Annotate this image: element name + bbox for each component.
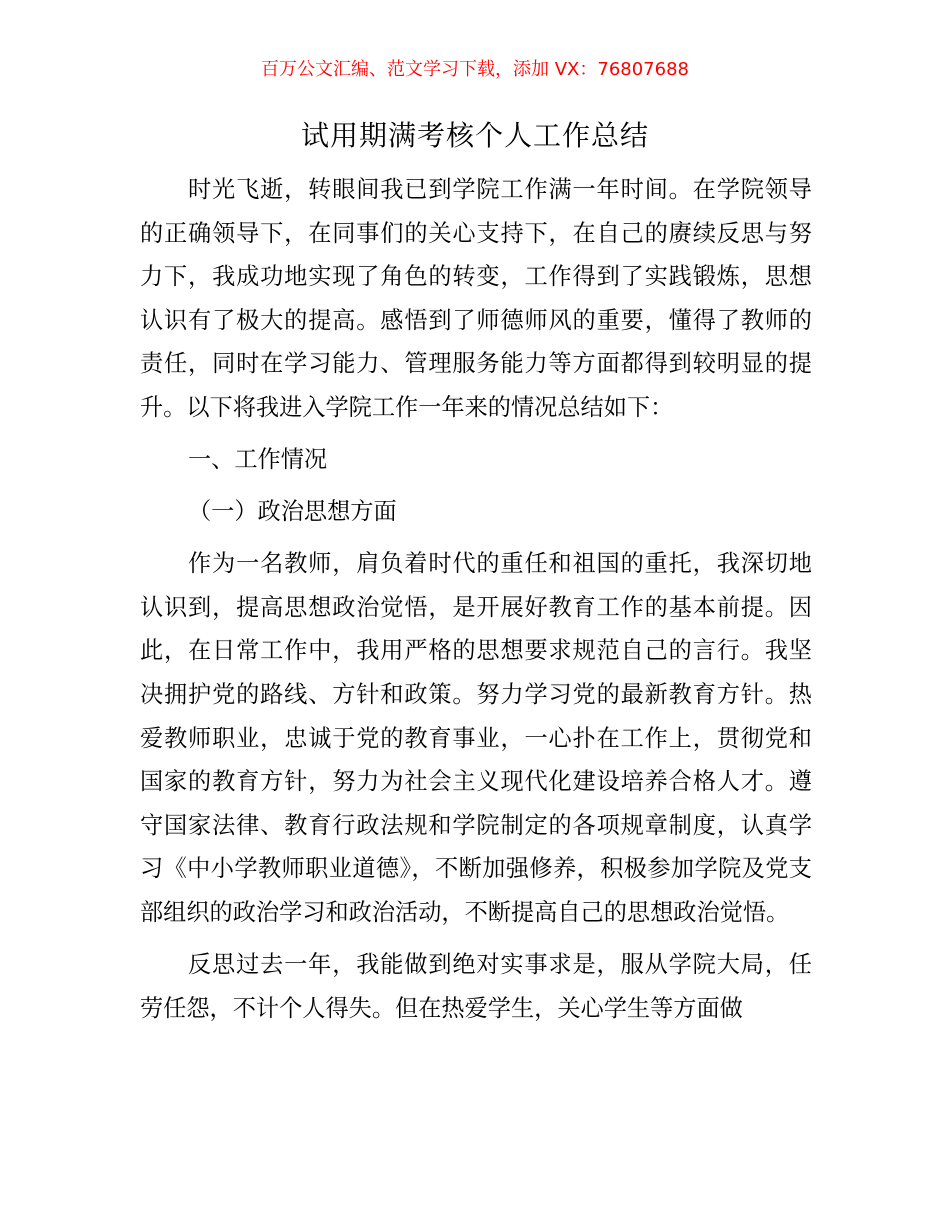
subsection-heading: （一）政治思想方面 [188,498,397,526]
watermark-header: 百万公文汇编、范文学习下载，添加 VX：76807688 [261,59,689,80]
body-paragraph-reflection: 反思过去一年，我能做到绝对实事求是，服从学院大局，任劳任怨，不计个人得失。但在热爱学生，关心学生等方面做 [140,951,812,1022]
section-heading: 一、工作情况 [188,446,328,474]
intro-paragraph: 时光飞逝，转眼间我已到学院工作满一年时间。在学院领导的正确领导下，在同事们的关心支持下，在自己的赓续反思与努力下，我成功地实现了角色的转变，工作得到了实践锻炼，思想认识有了极大的提高。感悟到了师德师风的重要，懂得了教师的责任，同时在学习能力、管理服务能力等方面都得到较明显的提升。以下将我进入学院工作一年来的情况总结如下： [140,176,812,421]
document-body [140,168,812,1030]
document-title: 试用期满考核个人工作总结 [300,119,649,152]
body-paragraph-political: 作为一名教师，肩负着时代的重任和祖国的重托，我深切地认识到，提高思想政治觉悟，是开展好教育工作的基本前提。因此，在日常工作中，我用严格的思想要求规范自己的言行。我坚决拥护党的路线、方针和政策。努力学习党的最新教育方针。热爱教师职业，忠诚于党的教育事业，一心扑在工作上，贯彻党和国家的教育方针，努力为社会主义现代化建设培养合格人才。遵守国家法律、教育行政法规和学院制定的各项规章制度，认真学习《中小学教师职业道德》，不断加强修养，积极参加学院及党支部组织的政治学习和政治活动，不断提高自己的思想政治觉悟。 [140,550,812,926]
